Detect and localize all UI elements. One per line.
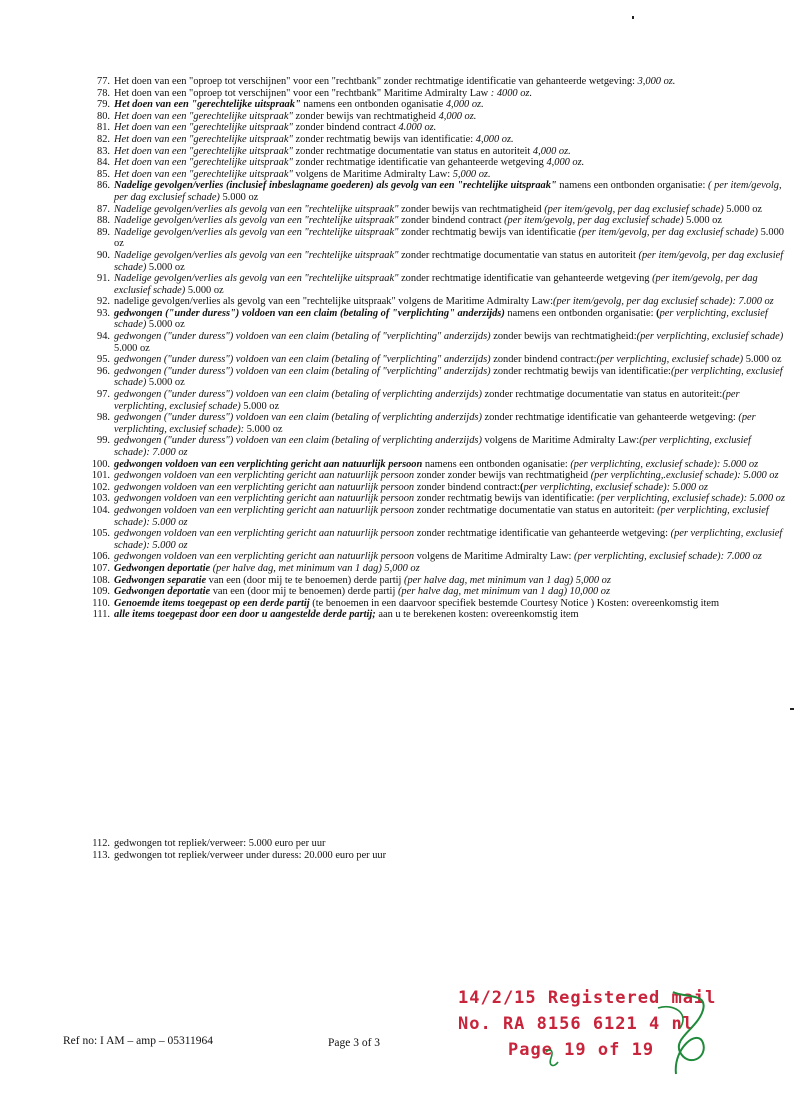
item-number: 84. — [97, 157, 110, 169]
list-item — [86, 586, 786, 598]
item-number: 81. — [97, 122, 110, 134]
list-item — [86, 204, 786, 216]
item-number: 112. — [92, 838, 110, 849]
item-text: Het doen van een "oproep tot verschijnen" voor een "rechtbank" Maritime Admiralty Law : 4000 oz. — [114, 87, 533, 99]
list-item — [86, 88, 786, 100]
item-text: Genoemde items toegepast op een derde partij (te benoemen in een daarvoor specifiek bestemde Courtesy Notice ) Kosten: overeenkomstig item — [114, 597, 720, 609]
item-number: 103. — [91, 493, 110, 505]
item-text: gedwongen ("under duress") voldoen van een claim (betaling of verplichting anderzijds) volgens de Maritime Admiralty Law:(per verplichting, exclusief schade): 7.000 oz — [114, 435, 751, 458]
stamp-page-line: Page 19 of 19 — [508, 1040, 655, 1060]
list-item — [86, 459, 786, 471]
registered-mail-stamp — [458, 988, 718, 1078]
list-item — [86, 482, 786, 494]
item-number: 87. — [97, 203, 110, 215]
list-item — [86, 435, 786, 458]
item-number: 109. — [91, 586, 110, 598]
list-item — [86, 470, 786, 482]
item-number: 88. — [97, 215, 110, 227]
item-number: 96. — [97, 365, 110, 377]
scan-speck — [632, 16, 634, 19]
list-item — [86, 146, 786, 158]
item-text: gedwongen voldoen van een verplichting gericht aan natuurlijk persoon zonder bindend contract:(per verplichting, exclusief schade): 5.000 oz — [114, 481, 708, 493]
item-text: alle items toegepast door een door u aangestelde derde partij; aan u te berekenen kosten: overeenkomstig item — [114, 609, 579, 621]
item-number: 89. — [97, 226, 110, 238]
item-text: gedwongen voldoen van een verplichting gericht aan natuurlijk persoon zonder rechtmatig bewijs van identificatie: (per verplichting, exclusief schade): 5.000 oz — [114, 493, 785, 505]
list-item — [86, 838, 786, 850]
list-item — [86, 354, 786, 366]
item-text: gedwongen ("under duress") voldoen van een claim (betaling of "verplichting" anderzijds) zonder bindend contract:(per verplichting, exclusief schade) 5.000 oz — [114, 354, 782, 366]
item-text: Nadelige gevolgen/verlies als gevolg van een "rechtelijke uitspraak" zonder rechtmatige identificatie van gehanteerde wetgeving (per item/gevolg, per dag exclusief schade) 5.000 oz — [114, 273, 758, 296]
list-item — [86, 551, 786, 563]
handwritten-signature — [458, 988, 718, 1078]
list-item — [86, 563, 786, 575]
item-number: 110. — [92, 597, 110, 609]
fee-schedule-list — [86, 76, 786, 621]
item-text: Het doen van een "gerechtelijke uitspraak" zonder rechtmatige documentatie van status en autoriteit 4,000 oz. — [114, 145, 571, 157]
item-number: 102. — [91, 481, 110, 493]
item-text: Gedwongen separatie van een (door mij te te benoemen) derde partij (per halve dag, met minimum van 1 dag) 5,000 oz — [114, 574, 611, 586]
item-number: 92. — [97, 296, 110, 308]
item-number: 105. — [91, 528, 110, 540]
item-text: Het doen van een "gerechtelijke uitspraak" volgens de Maritime Admiralty Law: 5,000 oz. — [114, 168, 491, 180]
item-number: 106. — [91, 551, 110, 563]
item-text: Nadelige gevolgen/verlies (inclusief inbeslagname goederen) als gevolg van een "rechtelijke uitspraak" namens een ontbonden organisatie: ( per item/gevolg, per dag exclusief schade) 5.000 oz — [114, 180, 782, 203]
item-text: Het doen van een "gerechtelijke uitspraak" zonder rechtmatige identificatie van gehanteerde wetgeving 4,000 oz. — [114, 157, 585, 169]
list-item — [86, 250, 786, 273]
item-number: 85. — [97, 168, 110, 180]
list-item — [86, 366, 786, 389]
item-text: Nadelige gevolgen/verlies als gevolg van een "rechtelijke uitspraak" zonder rechtmatig bewijs van identificatie (per item/gevolg, per dag exclusief schade) 5.000 oz — [114, 226, 784, 250]
stamp-number-line: No. RA 8156 6121 4 nl — [458, 1014, 694, 1034]
list-item — [86, 76, 786, 88]
item-number: 80. — [97, 110, 110, 122]
item-text: gedwongen voldoen van een verplichting gericht aan natuurlijk persoon volgens de Maritime Admiralty Law: (per verplichting, exclusief schade): 7.000 oz — [114, 551, 762, 563]
list-item — [86, 134, 786, 146]
item-text: gedwongen tot repliek/verweer: 5.000 euro per uur — [114, 838, 326, 849]
item-text: Het doen van een "gerechtelijke uitspraak" zonder bindend contract 4.000 oz. — [114, 122, 437, 134]
list-item — [86, 111, 786, 123]
list-item — [86, 389, 786, 412]
item-number: 101. — [91, 470, 110, 482]
item-text: gedwongen ("under duress") voldoen van een claim (betaling of "verplichting" anderzijds) zonder rechtmatig bewijs van identificatie:(per verplichting, exclusief schade) 5.000 oz — [114, 365, 783, 389]
item-number: 98. — [97, 412, 110, 424]
item-number: 83. — [97, 145, 110, 157]
item-number: 107. — [91, 562, 110, 574]
item-number: 97. — [97, 389, 110, 401]
list-item — [86, 273, 786, 296]
list-item — [86, 850, 786, 862]
item-text: gedwongen ("under duress") voldoen van een claim (betaling of verplichting anderzijds) zonder rechtmatige documentatie van status en autoriteit:(per verplichting, exclusief schade) 5.000 oz — [114, 389, 740, 412]
list-item — [86, 412, 786, 435]
list-item — [86, 157, 786, 169]
item-text: Het doen van een "oproep tot verschijnen" voor een "rechtbank" zonder rechtmatige identificatie van gehanteerde wetgeving: 3,000 oz. — [114, 76, 676, 87]
list-item — [86, 308, 786, 331]
item-text: gedwongen voldoen van een verplichting gericht aan natuurlijk persoon zonder rechtmatige identificatie van gehanteerde wetgeving: (per verplichting, exclusief schade): 5.000 oz — [114, 528, 783, 551]
item-text: Nadelige gevolgen/verlies als gevolg van een "rechtelijke uitspraak" zonder bewijs van rechtmatigheid (per item/gevolg, per dag exclusief schade) 5.000 oz — [114, 203, 763, 215]
scan-speck — [790, 708, 794, 710]
item-text: gedwongen ("under duress") voldoen van een claim (betaling of "verplichting" anderzijds) namens een ontbonden organisatie: (per verplichting, exclusief schade) 5.000 oz — [114, 307, 768, 331]
item-number: 86. — [97, 180, 110, 192]
item-number: 95. — [97, 354, 110, 366]
list-item — [86, 598, 786, 610]
item-number: 82. — [97, 133, 110, 145]
item-text: Gedwongen deportatie (per halve dag, met minimum van 1 dag) 5,000 oz — [114, 562, 420, 574]
item-text: Het doen van een "gerechtelijke uitspraak" zonder bewijs van rechtmatigheid 4,000 oz. — [114, 110, 477, 122]
list-item — [86, 169, 786, 181]
list-item — [86, 227, 786, 250]
item-number: 100. — [91, 458, 110, 470]
item-number: 104. — [91, 504, 110, 516]
item-text: gedwongen voldoen van een verplichting gericht aan natuurlijk persoon zonder rechtmatige documentatie van status en autoriteit: (per verplichting, exclusief schade): 5.000 oz — [114, 504, 769, 528]
item-text: gedwongen tot repliek/verweer under duress: 20.000 euro per uur — [114, 849, 387, 861]
item-number: 78. — [97, 87, 110, 99]
page-number: Page 3 of 3 — [328, 1037, 381, 1049]
item-text: Gedwongen deportatie van een (door mij te benoemen) derde partij (per halve dag, met minimum van 1 dag) 10,000 oz — [114, 586, 611, 598]
list-item — [86, 215, 786, 227]
item-number: 108. — [91, 574, 110, 586]
item-text: gedwongen ("under duress") voldoen van een claim (betaling of "verplichting" anderzijds) zonder bewijs van rechtmatigheid:(per verplichting, exclusief schade) 5.000 oz — [114, 331, 784, 354]
list-item — [86, 296, 786, 308]
item-text: gedwongen ("under duress") voldoen van een claim (betaling of verplichting anderzijds) zonder rechtmatige identificatie van gehanteerde wetgeving: (per verplichting, exclusief schade): 5.000 oz — [114, 412, 756, 435]
item-number: 99. — [97, 435, 110, 447]
item-text: Het doen van een "gerechtelijke uitspraak" zonder rechtmatig bewijs van identificatie: 4,000 oz. — [114, 133, 514, 145]
list-item — [86, 331, 786, 354]
list-item — [86, 505, 786, 528]
list-item — [86, 609, 786, 621]
item-text: Het doen van een "gerechtelijke uitspraak" namens een ontbonden oganisatie 4,000 oz. — [114, 99, 484, 111]
list-item — [86, 493, 786, 505]
item-number: 91. — [97, 273, 110, 285]
item-text: Nadelige gevolgen/verlies als gevolg van een "rechtelijke uitspraak" zonder rechtmatige documentatie van status en autoriteit (per item/gevolg, per dag exclusief schade) 5.000 oz — [114, 249, 784, 273]
list-item — [86, 99, 786, 111]
reference-number: Ref no: I AM – amp – 05311964 — [63, 1035, 214, 1047]
list-item — [86, 180, 786, 203]
item-number: 113. — [92, 849, 110, 861]
stamp-date-line: 14/2/15 Registered mail — [458, 988, 717, 1008]
list-item — [86, 122, 786, 134]
item-text: gedwongen voldoen van een verplichting gericht aan natuurlijk persoon namens een ontbonden oganisatie: (per verplichting, exclusief schade): 5.000 oz — [114, 458, 759, 470]
item-number: 90. — [97, 249, 110, 261]
item-text: nadelige gevolgen/verlies als gevolg van een "rechtelijke uitspraak" volgens de Maritime Admiralty Law:(per item/gevolg, per dag exclusief schade): 7.000 oz — [114, 296, 774, 308]
item-number: 79. — [97, 99, 110, 111]
item-text: Nadelige gevolgen/verlies als gevolg van een "rechtelijke uitspraak" zonder bindend contract (per item/gevolg, per dag exclusief schade) 5.000 oz — [114, 215, 722, 227]
fee-schedule-list-bottom — [86, 838, 786, 862]
item-number: 77. — [97, 76, 110, 87]
item-text: gedwongen voldoen van een verplichting gericht aan natuurlijk persoon zonder zonder bewijs van rechtmatigheid (per verplichting,.exclusief schade): 5.000 oz — [114, 470, 779, 482]
item-number: 111. — [92, 609, 110, 621]
list-item — [86, 528, 786, 551]
item-number: 94. — [97, 331, 110, 343]
list-item — [86, 575, 786, 587]
item-number: 93. — [97, 307, 110, 319]
